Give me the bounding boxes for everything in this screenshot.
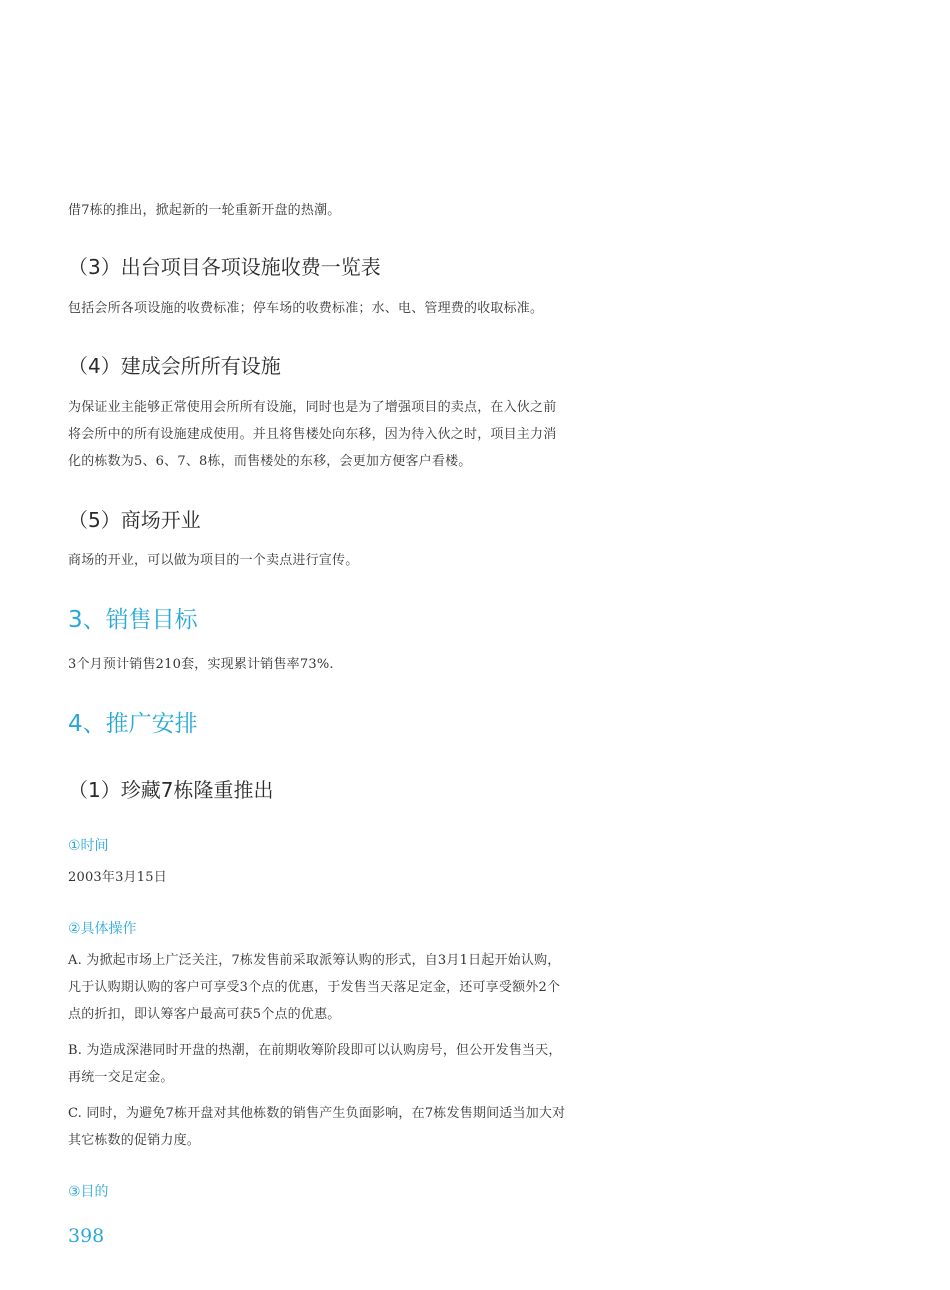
subheading-fee-list: （3）出台项目各项设施收费一览表 [68,255,381,279]
paragraph-operation-c: C. 同时，为避免7栋开盘对其他栋数的销售产生负面影响，在7栋发售期间适当加大对其它栋数的促销力度。 [68,1106,566,1148]
section-heading-promotion-plan: 4、推广安排 [68,711,198,737]
subheading-building-7-launch: （1）珍藏7栋隆重推出 [68,778,274,802]
paragraph-mall-opening: 商场的开业，可以做为项目的一个卖点进行宣传。 [68,553,359,568]
paragraph-time-value: 2003年3月15日 [68,870,167,885]
paragraph-fee-list: 包括会所各项设施的收费标准；停车场的收费标准；水、电、管理费的收取标准。 [68,301,544,316]
intro-paragraph: 借7栋的推出，掀起新的一轮重新开盘的热潮。 [68,203,341,218]
page-number: 398 [68,1225,105,1247]
section-heading-sales-target: 3、销售目标 [68,607,198,633]
paragraph-operation-b: B. 为造成深港同时开盘的热潮，在前期收筹阶段即可以认购房号，但公开发售当天，再统一交足定金。 [68,1043,562,1085]
item-heading-operations: ②具体操作 [68,921,137,937]
item-heading-purpose: ③目的 [68,1184,109,1200]
item-heading-time: ①时间 [68,838,109,854]
paragraph-operation-a: A. 为掀起市场上广泛关注，7栋发售前采取派筹认购的形式，自3月1日起开始认购，凡于认购期认购的客户可享受3个点的优惠，于发售当天落足定金，还可享受额外2个点的折扣，即认筹客户最高可获5个点的优惠。 [68,953,561,1022]
subheading-clubhouse: （4）建成会所所有设施 [68,354,281,378]
paragraph-clubhouse: 为保证业主能够正常使用会所所有设施，同时也是为了增强项目的卖点，在入伙之前将会所中的所有设施建成使用。并且将售楼处向东移，因为待入伙之时，项目主力消化的栋数为5、6、7、8栋，而售楼处的东移，会更加方便客户看楼。 [68,400,557,469]
paragraph-sales-target: 3个月预计销售210套，实现累计销售率73%. [68,657,334,672]
subheading-mall-opening: （5）商场开业 [68,508,201,532]
